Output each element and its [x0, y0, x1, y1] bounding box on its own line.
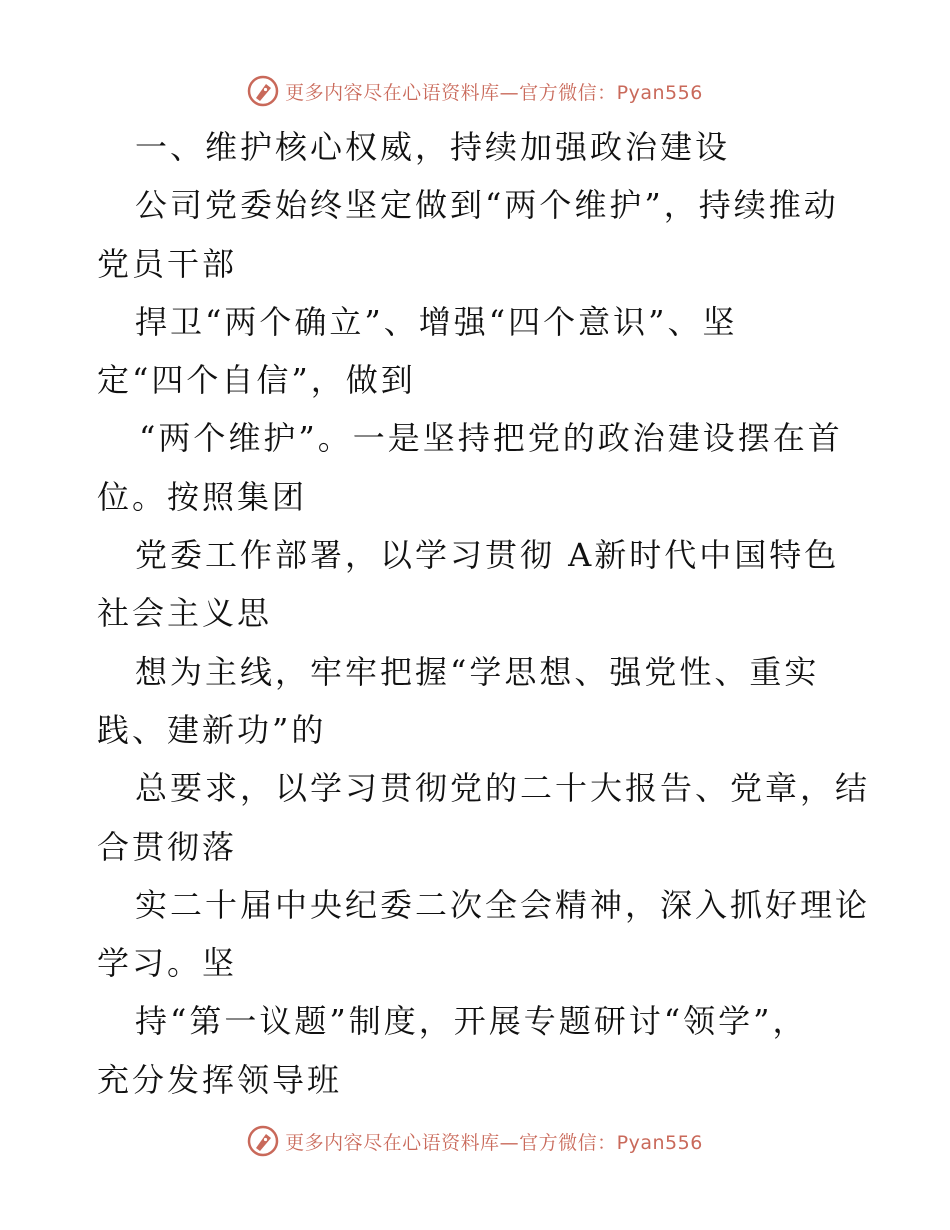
- pen-nib-logo-icon: [247, 1125, 279, 1157]
- paragraph-line: “两个维护”。一是坚持把党的政治建设摆在首: [139, 419, 843, 458]
- paragraph-line: 持“第一议题”制度，开展专题研讨“领学”，: [135, 1002, 808, 1041]
- footer-watermark: [0, 1124, 950, 1158]
- document-body: [97, 118, 871, 1109]
- paragraph-line: 合贯彻落: [97, 827, 238, 866]
- paragraph-line: 想为主线，牢牢把握“学思想、强党性、重实: [135, 652, 820, 691]
- paragraph-line: 充分发挥领导班: [97, 1060, 343, 1099]
- header-watermark: [0, 74, 950, 108]
- section-heading: 一、维护核心权威，持续加强政治建设: [135, 128, 731, 166]
- paragraph-line: 党委工作部署，以学习贯彻 A新时代中国特色: [135, 536, 840, 575]
- paragraph-line: 践、建新功”的: [97, 710, 327, 749]
- paragraph-line: 实二十届中央纪委二次全会精神，深入抓好理论: [135, 885, 871, 924]
- paragraph-line: 位。按照集团: [97, 477, 308, 516]
- paragraph-line: 总要求，以学习贯彻党的二十大报告、党章，结: [135, 769, 871, 808]
- paragraph-line: 党员干部: [97, 244, 238, 283]
- paragraph-line: 社会主义思: [97, 594, 273, 633]
- paragraph-line: 学习。坚: [97, 944, 238, 983]
- header-watermark-text: 更多内容尽在心语资料库—官方微信：Pyan556: [285, 81, 703, 104]
- footer-watermark-text: 更多内容尽在心语资料库—官方微信：Pyan556: [285, 1131, 703, 1154]
- paragraph-line: 定“四个自信”，做到: [97, 361, 416, 400]
- pen-nib-logo-icon: [247, 75, 279, 107]
- paragraph-line: 捍卫“两个确立”、增强“四个意识”、坚: [135, 302, 738, 341]
- paragraph-line: 公司党委始终坚定做到“两个维护”，持续推动: [135, 186, 839, 225]
